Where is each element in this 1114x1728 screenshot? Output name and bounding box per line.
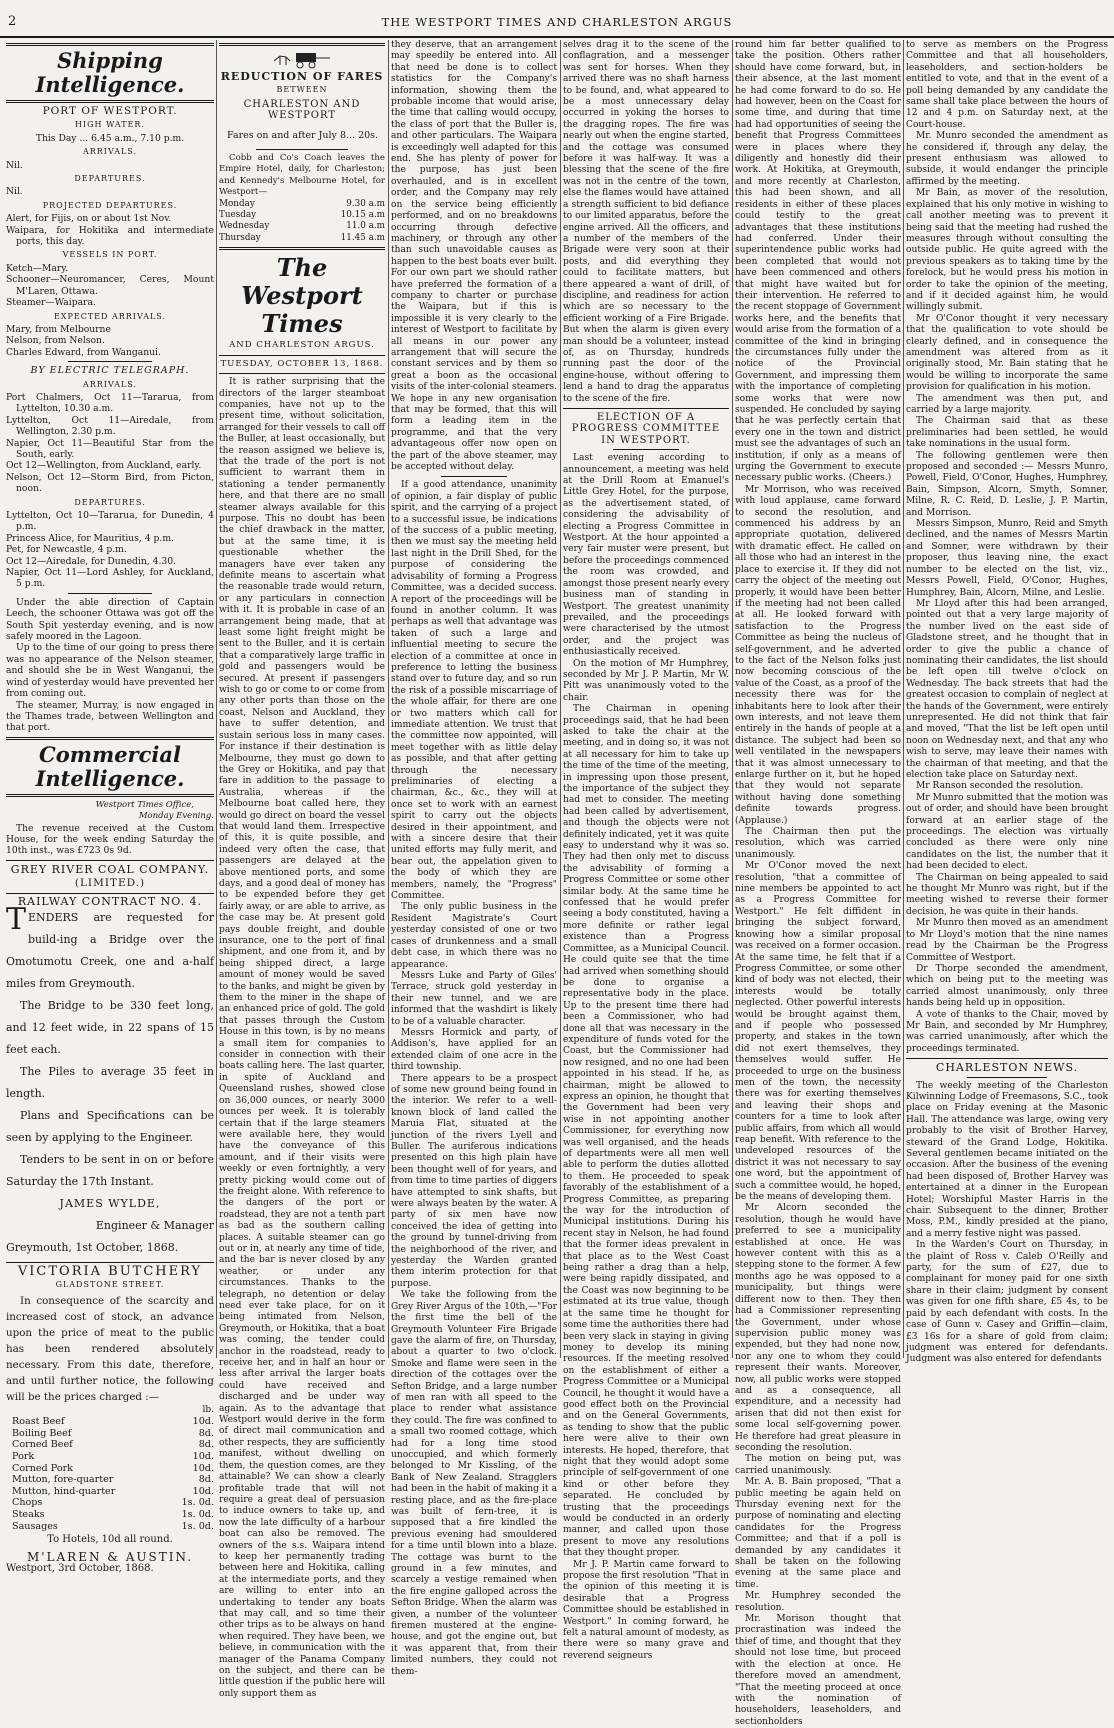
- price-value: 10d.: [192, 1416, 214, 1428]
- price-value: 10d.: [192, 1462, 214, 1474]
- masthead-sub: AND CHARLESTON ARGUS.: [229, 340, 375, 351]
- piles-spec: The Piles to average 35 feet in length.: [6, 1064, 214, 1100]
- price-item: Boiling Beef: [12, 1427, 72, 1439]
- timetable-row: [219, 210, 385, 221]
- price-row: [12, 1428, 214, 1440]
- commercial-text: The revenue received at the Custom House, for the week ending Saturday the 10th inst., was £723 0s 9d.: [6, 822, 214, 857]
- report-paragraph: Mr Bain, as mover of the resolution, explained that his only motive in wishing to call another meeting was to prevent it being said that the meeting had rushed the measures through without consulting the outside public. He quite agreed with the previous speakers as to taking time by the forelock, but he would press his motion in order to take the opinion of the meeting, and if it decided against him, he would willingly submit.: [906, 188, 1108, 313]
- price-item: Sausages: [12, 1520, 58, 1532]
- timetable-row: [219, 199, 385, 210]
- price-item: Steaks: [12, 1508, 45, 1520]
- rule: [6, 100, 214, 103]
- timetable: [219, 199, 385, 245]
- column-rule: [732, 40, 733, 1358]
- high-water-heading: HIGH WATER.: [75, 120, 145, 130]
- charleston-news-heading: CHARLESTON NEWS.: [935, 1061, 1079, 1075]
- coach-icon: [272, 49, 332, 69]
- list-item: Nelson, from Nelson.: [6, 335, 105, 347]
- report-paragraph: Mr Munro submitted that the motion was out of order, and should have been brought forward at an earlier stage of the proceedings. The election was virtually concluded as there were only nine candidates on the list, the number that it had been decided to elect.: [906, 792, 1108, 872]
- top-rule: [0, 36, 1114, 38]
- drop-cap: T: [6, 901, 27, 937]
- report-continued: round him far better qualified to take the position. Others rather should have come forward, but, in their absence, at the last moment he had come forward to do so. He had however, been on the Coast for some time, and during that time had had opportunities of seeing the benefit that Progress Committees were in places where they diligently and honestly did their work. At Hokitika, at Greymouth, and more recently at Charleston, this had been shown, and all residents in either of these places could testify to the great advantages that these institutions had conferred. Under their superintendence public works had been completed that would not have been commenced and others that might have waited but for their intervention. He referred to the recent stoppage of Government works here, and the benefits that would arise from the formation of a committee of the kind in bringing the circumstances fully under the notice of the Provincial Government, and impressing them with the importance of completing some works that were now suspended. He concluded by saying that he was perfectly certain that every one in the town and district must see the advantages of such an institution, if only as a means of urging the Government to execute necessary public works. (Cheers.): [735, 40, 901, 484]
- company-heading: GREY RIVER COAL COMPANY.: [10, 862, 210, 876]
- report-paragraph: Mr. Humphrey seconded the resolution.: [735, 1591, 901, 1613]
- report-paragraph: Mr Morrison, who was received with loud applause, came forward to second the resolution, and commenced his address by an appropriate quotation, delivered with dramatic effect. He called on all those who had an interest in the place to exercise it. If they did not carry the object of the meeting out properly, it would have been better if the meeting had not been called at all. He looked forward with satisfaction to the Progress Committee as being the nucleus of self-government, and he adverted to the fact of the Nelson folks just now becoming conscious of the value of the Coast, as a proof of the necessity there was for the inhabitants here to look after their own interests, and not leave them entirely in the hands of people at a distance. The subject had been so well ventilated in the newspapers that it was almost unnecessary to enlarge further on it, but he hoped that they would not separate without having done something definite towards progress. (Applause.): [735, 484, 901, 826]
- fares-title: REDUCTION OF FARES: [220, 70, 384, 83]
- rule: [441, 476, 507, 477]
- price-row: [12, 1509, 214, 1521]
- tel-arrivals-heading: ARRIVALS.: [82, 379, 138, 389]
- report-paragraph: The Chairman in opening proceedings said, that he had been asked to take the chair at the meeting, and in doing so, it was not at all necessary for him to take up the time of the time of the meeting, in impressing upon those present, the importance of the subject they had met to consider. The meeting had been called by advertisement, and though the objects were not definitely indicated, yet it was quite easy to understand why it was so. They had then only met to discuss the advisability of forming a Progress Committee or some other similar body. At the same time he confessed that he would prefer seeing a body constituted, having a more definite or rather legal existence than a Progress Committee, as a Municipal Council. He could quite see that the time had arrived when something should be done to organise a representative body in the place. Up to the present time there had been a Commissioner, who had done all that was necessary in the expenditure of funds voted for the Coast, but the Commissioner had now resigned, and no one had been appointed in his stead. If he, as chairman, might be allowed to express an opinion, he thought that the Government had been very wise in not appointing another Commissioner, for everything now was well organised, and the heads of departments were all men well able to perform the duties allotted to them. He proceeded to speak favorably of the establishment of a Progress Committee, as preparing the way for the introduction of Municipal institutions. During his recent stay in Nelson, he had found that the former ideas prevalent in that place as to the West Coast being rather a drag than a help, were being rapidly dissipated, and the Coast was now beginning to be estimated at its true value, though at the same time he thought for some time the authorities there had been very slack in staying in giving money to develop its mining resources. If the meeting resolved on the establishment of either a Progress Committee or a Municipal Council, he thought it would have a good effect both on the Provincial and on the General Governments, as tending to show that the public here were alive to their own interests. He hoped, therefore, that night that they would adopt some principle of self-government of one kind or other before they separated. He concluded by trusting that the proceedings would be conducted in an orderly manner, and called upon those present to move any resolutions that they thought proper.: [563, 704, 729, 1559]
- list-item: Waipara, for Hokitika and intermediate ports, this day.: [6, 224, 214, 248]
- column-rule: [903, 40, 904, 1358]
- report-paragraph: Mr Alcorn seconded the resolution, though he would have preferred to see a municipality established at once. He was however content with this as a stepping stone to the former. A few months ago he was opposed to a municipality, but things were different now to then. They then had a Commissioner representing the Government, under whose supervision public money was expended, but they had none now, nor any one to whom they could represent their wants. Moreover, now, all public works were stopped and as a consequence, all expenditure, and a necessity had arisen that did not then exist for some local self-governing power. He therefore had great pleasure in seconding the resolution.: [735, 1203, 901, 1453]
- price-row: [12, 1521, 214, 1533]
- masthead: The Westport Times: [241, 253, 363, 339]
- price-item: Chops: [12, 1497, 43, 1509]
- fares-amount: Fares on and after July 8... 20s.: [227, 129, 379, 141]
- butcher-date: Westport, 3rd October, 1868.: [6, 1562, 154, 1574]
- timetable-time: 10.15 a.m: [340, 210, 385, 221]
- report-paragraph: The amendment was then put, and carried by a large majority.: [906, 393, 1108, 415]
- list-item: Napier, Oct 11—Beautiful Star from the South, early.: [6, 437, 214, 460]
- shipping-note: Under the able direction of Captain Leech, the schooner Ottawa was got off the South Spit yesterday evening, and is now safely moored in the Lagoon.: [6, 596, 214, 643]
- timetable-time: 11.0 a.m: [346, 221, 385, 232]
- rule: [6, 794, 214, 797]
- column-4: [563, 40, 729, 1661]
- article-paragraph: Messrs Hormick and party, of Addison's, have applied for an extended claim of one acre in the third township.: [391, 1027, 557, 1073]
- vessels-heading: VESSELS IN PORT.: [62, 250, 158, 260]
- timetable-row: [219, 221, 385, 232]
- rule: [219, 355, 385, 356]
- departures: Nil.: [6, 186, 23, 198]
- list-item: Oct 12—Wellington, from Auckland, early.: [6, 460, 202, 472]
- price-value: 10d.: [192, 1485, 214, 1497]
- report-paragraph: Last evening according to announcement, a meeting was held at the Drill Room at Emanuel's Little Grey Hotel, for the purpose, as the advertisement stated, of considering the advisability of electing a Progress Committee in Westport. At the hour appointed a very fair muster were present, but before the proceedings commenced the room was crowded, and amongst those present nearly every business man of standing in Westport. The greatest unanimity prevailed, and the proceedings were characterised by the utmost order, and the project was enthusiastically received.: [563, 453, 729, 658]
- butchery-address: GLADSTONE STREET.: [55, 1280, 165, 1290]
- price-value: 1s. 0d.: [181, 1497, 214, 1509]
- rule: [967, 1077, 1048, 1078]
- list-item: Lyttelton, Oct 11—Airedale, from Wellington, 2.30 p.m.: [6, 414, 214, 438]
- shipping-title: Shipping Intelligence.: [35, 48, 185, 97]
- arrivals: Nil.: [6, 159, 23, 171]
- report-paragraph: On the motion of Mr Humphrey, seconded by Mr J. P. Martin, Mr W. Pitt was unanimously voted to the chair.: [563, 658, 729, 703]
- price-item: Mutton, hind-quarter: [12, 1485, 116, 1497]
- tenders-date: Tenders to be sent in on or before Saturday the 17th Instant.: [6, 1152, 214, 1188]
- article-continued: selves drag it to the scene of the conflagration, and a messenger was sent for horses. When they arrived there was no shaft harness to be found, and, what appeared to be a most unnecessary delay occurred in yoking the horses to the dragging ropes. The fire was nearly out when the engine started, and the cottage was consumed before it was half-way. It was a blessing that the scene of the fire was not in the centre of the town, else the flames would have attained a strength sufficient to bid defiance to our limited apparatus, before the engine arrived. All the officers, and a number of the members of the Brigade were very soon at their posts, and did everything they could to facilitate matters, but there appeared a want of drill, of discipline, and readiness for action which are so necessary to the efficient working of a Fire Brigade. But when the alarm is given every man should be a volunteer, instead of, as on Thursday, hundreds running past the door of the engine-house, without offering to lend a hand to drag the apparatus to the scene of the fire.: [563, 40, 729, 404]
- tender-text: ENDERS are requested for build-ing a Bridge over the Omotumotu Creek, one and a-half miles from Greymouth.: [6, 910, 214, 990]
- list-item: Schooner—Neuromancer, Ceres, Mount M'Laren, Ottawa.: [6, 274, 214, 297]
- departures-heading: DEPARTURES.: [74, 174, 146, 184]
- list-item: Steamer—Waipara.: [6, 297, 96, 309]
- high-water: This Day ... 6.45 a.m., 7.10 p.m.: [35, 132, 185, 144]
- column-6: [906, 40, 1108, 1365]
- list-item: Oct 12—Airedale, for Dunedin, 4.30.: [6, 555, 176, 567]
- shipping-note: Up to the time of our going to press there was no appearance of the Nelson steamer, and should she be in West Wanganui, the wind of yesterday would have prevented her from coming out.: [6, 642, 214, 700]
- price-row: [12, 1439, 214, 1451]
- report-paragraph: Mr J. P. Martin came forward to propose the first resolution "That in the opinion of this meeting it is desirable that a Progress Committee should be established in Westport." In coming forward, he felt a natural amount of modesty, as there were so many grave and reverend seigneurs: [563, 1559, 729, 1661]
- election-heading: ELECTION OF A PROGRESS COMMITTEE IN WESTPORT.: [571, 412, 721, 446]
- report-paragraph: Mr. Munro seconded the amendment as he considered if, through any delay, the present enthusiasm was allowed to subside, it would endanger the principle affirmed by the meeting.: [906, 131, 1108, 187]
- rule: [256, 149, 347, 150]
- report-paragraph: Mr Munro then moved as an amendment to Mr Lloyd's motion that the nine names read by the Chairman be the Progress Committee of Westport.: [906, 918, 1108, 963]
- column-2: [219, 40, 385, 1699]
- report-paragraph: The following gentlemen were then proposed and seconded :— Messrs Munro, Powell, Field, O'Conor, Hughes, Humphrey, Bain, Simpson, Alcorn, Smyth, Somner, Milne, R. C. Reid, D. Leslie, J. P. Martin, and Morrison.: [906, 450, 1108, 518]
- price-row: [12, 1474, 214, 1486]
- news-paragraph: In the Warden's Court on Thursday, in the plaint of Ross v. Caleb O'Reilly and party, for the sum of £27, due to complainant for money paid for one sixth share in their claim; judgment by consent was given for one fifth share, £5 4s, to be paid by each defendant with costs. In the case of Gunn v. Casey and Griffin—claim, £3 16s for a share of gold from claim; judgment was entered for defendants. Judgment was also entered for defendants: [906, 1240, 1108, 1365]
- rule: [68, 593, 151, 594]
- list-item: Alert, for Fijis, on or about 1st Nov.: [6, 213, 172, 225]
- report-paragraph: Mr. Morison thought that procrastination was indeed the thief of time, and thought that they should not lose time, but proceed with the election at once. He therefore moved an amendment, "That the meeting proceed at once with the nomination of householders, leaseholders, and sectionholders: [735, 1614, 901, 1727]
- hotels-note: To Hotels, 10d all round.: [47, 1534, 173, 1546]
- fares-route: CHARLESTON AND WESTPORT: [243, 98, 361, 122]
- list-item: Princess Alice, for Mauritius, 4 p.m.: [6, 532, 174, 544]
- rule: [906, 1058, 1108, 1059]
- editorial-continued: they deserve, that an arrangement may speedily be entered into. All that need be done is to collect statistics for the Company's information, showing them the probable income that would arise, the time that calling would occupy, the class of port that the Buller is, and other particulars. The Waipara is exceedingly well adapted for this end. She has plenty of power for the purpose, has just been overhauled, and is in excellent order, and the Company may rely on the service being efficiently performed, and on no breakdowns occurring through defective machinery, or through any other than such unavoidable causes as happen to the best boats ever built. For our own part we should rather have preferred the formation of a company to charter or purchase the Waipara, but if this is impossible it is very clearly to the interest of Westport to facilitate by all means in our power any arrangement that will secure the constant services and by them so great a boon as the occasional visits of the inter-colonial steamers. We hope in any new organisation that may be formed, that this will form a leading item in the programme, and that the very advantageous offer now open on the part of the above steamer, may be accepted without delay.: [391, 40, 557, 473]
- price-row: [12, 1497, 214, 1509]
- price-list: [6, 1416, 214, 1532]
- price-item: Pork: [12, 1450, 35, 1462]
- price-value: 1s. 0d.: [181, 1508, 214, 1520]
- report-paragraph: Dr Thorpe seconded the amendment, which on being put to the meeting was carried almost unanimously, only three hands being held up in opposition.: [906, 963, 1108, 1009]
- notice-date: Greymouth, 1st October, 1868.: [6, 1240, 179, 1254]
- plans-note: Plans and Specifications can be seen by applying to the Engineer.: [6, 1108, 214, 1144]
- commercial-office: Westport Times Office,: [95, 799, 194, 810]
- report-paragraph: Mr O'Conor moved the next resolution, "that a committee of nine members be appointed to act as a Progress Committee for Westport." He felt diffident in bringing the subject forward, knowing how a similar proposal was received on a former occasion. At the same time, he felt that if a Progress Committee, or some other kind of body was not elected, their interests would be totally neglected. Other powerful interests would be brought against them, and if people who possessed property, and stakes in the town did not exert themselves, they themselves would suffer. He proceeded to urge on the business men of the town, the necessity there was for exerting themselves and leaving their shops and counters for a time to look after public affairs, from which all would reap benefit. With reference to the undeveloped resources of the district it was not necessary to say one word, but the appointment of such a committee would, he hoped, be the means of developing them.: [735, 861, 901, 1203]
- list-item: Pet, for Newcastle, 4 p.m.: [6, 544, 127, 556]
- commercial-title: Commercial Intelligence.: [35, 741, 185, 791]
- list-item: Lyttelton, Oct 10—Tararua, for Dunedin, 4 p.m.: [6, 510, 214, 533]
- list-item: Port Chalmers, Oct 11—Tararua, from Lyttelton, 10.30 a.m.: [6, 391, 214, 415]
- price-row: [12, 1416, 214, 1428]
- rule: [68, 361, 151, 362]
- projected-heading: PROJECTED DEPARTURES.: [42, 200, 178, 210]
- report-paragraph: Messrs Simpson, Munro, Reid and Smyth declined, and the names of Messrs Martin and Somner, were withdrawn by their proposer, thus leaving nine, the exact number to be elected on the list, viz., Messrs Powell, Field, O'Conor, Hughes, Humphrey, Bain, Alcorn, Milne, and Leslie.: [906, 519, 1108, 598]
- arrivals-heading: ARRIVALS.: [82, 147, 138, 157]
- rule: [6, 737, 214, 740]
- rule: [6, 43, 214, 46]
- issue-date: TUESDAY, OCTOBER 13, 1868.: [220, 358, 384, 369]
- column-3: [391, 40, 557, 1677]
- shipping-note: The steamer, Murray, is now engaged in the Thames trade, between Wellington and that port.: [6, 699, 214, 734]
- list-item: Charles Edward, from Wanganui.: [6, 346, 161, 358]
- butchery-heading: VICTORIA BUTCHERY: [17, 1263, 203, 1279]
- running-title: THE WESTPORT TIMES AND CHARLESTON ARGUS: [381, 15, 733, 29]
- price-value: 8d.: [198, 1439, 214, 1451]
- butcher-name: M'LAREN & AUSTIN.: [26, 1549, 194, 1564]
- price-item: Roast Beef: [12, 1416, 65, 1428]
- price-value: 8d.: [198, 1427, 214, 1439]
- rule: [6, 1262, 214, 1263]
- list-item: Mary, from Melbourne: [6, 323, 111, 335]
- fares-between: BETWEEN: [276, 85, 328, 95]
- telegraph-heading: BY ELECTRIC TELEGRAPH.: [30, 365, 190, 377]
- price-value: 8d.: [198, 1474, 214, 1486]
- report-paragraph: Mr. A. B. Bain proposed, "That a public meeting be again held on Thursday evening next for the purpose of nominating and electing candidates for the Progress Committee; and that if a poll is demanded by any candidates it shall be taken on the following evening at the same place and time.: [735, 1477, 901, 1590]
- report-paragraph: Mr Lloyd after this had been arranged, pointed out that a very large majority of the number lived on the east side of Gladstone street, and he thought that in order to give the public a chance of nominating their candidates, the list should be left open till twelve o'clock on Wednesday. The back streets that had the greatest occasion to complain of neglect at the hands of the Government, were entirely unrepresented. He did not think that fair and moved, "That the list be left open until noon on Wednesday next, and that any who wish to serve, may leave their names with the chairman of that meeting, and that the election take place on Saturday next.: [906, 598, 1108, 780]
- column-rule: [388, 40, 389, 1358]
- report-paragraph: The Chairman said that as these preliminaries had been settled, he would take nominations in the usual form.: [906, 416, 1108, 450]
- bridge-spec: The Bridge to be 330 feet long, and 12 feet wide, in 22 spans of 15 feet each.: [6, 998, 214, 1056]
- contract-heading: RAILWAY CONTRACT NO. 4.: [6, 893, 214, 907]
- timetable-day: Tuesday: [219, 210, 257, 221]
- list-item: Ketch—Mary.: [6, 262, 69, 274]
- rule: [613, 449, 679, 450]
- article-paragraph: The only public business in the Resident Magistrate's Court yesterday consisted of one or two cases of drunkenness and a small debt case, in which there was no appearance.: [391, 902, 557, 970]
- company-limited: (LIMITED.): [74, 877, 146, 890]
- price-row: [12, 1463, 214, 1475]
- signatory-title: Engineer & Manager: [95, 1218, 214, 1232]
- list-item: Nelson, Oct 12—Storm Bird, from Picton, noon.: [6, 471, 214, 495]
- report-continued: to serve as members on the Progress Committee and that all householders, leaseholders, and section-holders be entitled to vote, and that in the event of a poll being demanded by any candidate the same shall take place between the hours of 12 and 4 p.m. on Saturday next, at the Court-house.: [906, 40, 1108, 130]
- timetable-time: 9.30 a.m: [346, 198, 385, 209]
- rule: [6, 860, 214, 861]
- editorial: It is rather surprising that the directors of the larger steamboat companies, have not up to the present time, without solicitation, arranged for their vessels to call off the Buller, at least occasionally, but the reason assigned we believe is, that the trade of the port is not sufficient to warrant them in stationing a tender permanently here, and that there are no small steamer always available for this purpose. This no doubt has been the chief drawback in the matter, but at the same time, it is questionable whether the managers have ever taken any definite means to ascertain what the reasonable trade would return, or any particulars in connection with it. It is probable in case of an arrangement being made, that at least some light freight might be sent to the Buller, and it is certain that a comparatively large traffic in gold and passengers would be secured. At present if passengers wish to go or come to or come from any other ports than those on the coast, Nelson and Auckland, they have to suffer detention, and sustain serious loss in many cases. For instance if their destination is Melbourne, they must go down to the Grey or Hokitika, and pay that fare in addition to the passage to Australia, whereas if the Melbourne boat called here, they would go direct on board the vessel that would land them. Irrespective of this, it is quite possible, and indeed very often the case, that passengers are delayed at the above mentioned ports, and some days, and a good deal of money has to be expended before they get fairly away, or are able to arrive, as the case may be. At present gold pays double freight, and double insurance, one to the port of final shipment, and one from it, and by being shipped direct, a large amount of money would be saved to the banks, and might be given by them to the miner in the shape of an enhanced price of gold. The gold that passes through the Custom House in this town, is by no means a small item for companies to consider in connection with their boats calling here. The last quarter, in spite of Auckland and Queensland rushes, showed close on 36,000 ounces, or nearly 3000 ounces per week. It is tolerably certain that if the large steamers were available here, they would have the conveyance of this amount, and if their visits were weekly or even fortnightly, a very pretty picking would come out of the freight alone. With reference to the dangers of the port or roadstead, they are not a tenth part as bad as the southern calling places. A suitable steamer can go out or in, at nearly any time of tide, and the bar is never closed by any weather, or under any circumstances. Thanks to the telegraph, no detention or delay need ever take place, for on it being intimated from Nelson, Greymouth, or Hokitika, that a boat was coming, the tender could anchor in the roadstead, ready to receive her, and in half an hour or less after arrival the larger boats could have received and discharged and be under way again. As to the advantage that Westport would derive in the form of direct mail communication and other respects, they are sufficiently manifest, without dwelling on them, the question comes, are they attainable? We can show a clearly profitable trade that will not require a great deal of persuasion to induce owners to take up, and now the late difficulty of a harbour boat can also be removed. The owners of the s.s. Waipara intend to keep her permanently trading between here and Hokitika, calling at the intermediate ports, and they are willing to enter into an undertaking to tender any boats that may call, and so time their other trips as to be always on hand when required. They have been, we believe, in communication with the manager of the Panama Company on the subject, and there can be little question if the public here will only support them as: [219, 377, 385, 1699]
- tel-departures-heading: DEPARTURES.: [74, 497, 146, 507]
- running-head: [0, 12, 1114, 34]
- report-paragraph: The motion on being put, was carried unanimously.: [735, 1454, 901, 1476]
- timetable-day: Wednesday: [219, 221, 270, 232]
- price-value: 1s. 0d.: [181, 1520, 214, 1532]
- coach-text: Cobb and Co's Coach leaves the Empire Hotel, daily, for Charleston; and Kennedy's Melbourne Hotel, for Westport—: [219, 153, 385, 198]
- report-paragraph: The Chairman on being appealed to said he thought Mr Munro was right, but if the meeting wished to reverse their former decision, he was quite in their hands.: [906, 872, 1108, 917]
- rule: [219, 247, 385, 250]
- price-unit: lb.: [202, 1404, 214, 1415]
- signatory: JAMES WYLDE,: [59, 1196, 161, 1210]
- report-paragraph: Mr O'Conor thought it very necessary that the qualification to vote should be clearly defined, and in consequence the amendment was altered from as it originally stood, Mr. Bain stating that he would be willing to incorporate the same provision for qualification in his motion.: [906, 313, 1108, 393]
- expected-heading: EXPECTED ARRIVALS.: [53, 311, 167, 321]
- column-5: [735, 40, 901, 1727]
- article-paragraph: There appears to be a prospect of some new ground being found in the interior. We refer to a well-known block of land called the Maruia Flat, situated at the junction of the rivers Lyell and Buller. The auriferous indications presented on this high plain have been thought well of for years, and from time to time parties of diggers have attempted to sink shafts, but were always beaten by the water. A party of six men have now conceived the idea of getting into the ground by tunnel-driving from the neighborhood of the river, and yesterday the Warden granted them interim protection for that purpose.: [391, 1073, 557, 1289]
- price-item: Corned Beef: [12, 1439, 73, 1451]
- timetable-day: Monday: [219, 198, 255, 209]
- list-item: Napier, Oct 11—Lord Ashley, for Auckland, 5 p.m.: [6, 567, 214, 590]
- port-heading: PORT OF WESTPORT.: [42, 105, 178, 117]
- price-value: 10d.: [192, 1450, 214, 1462]
- column-1: [6, 40, 214, 1574]
- article-paragraph: We take the following from the Grey River Argus of the 10th,—"For the first time the bell of the Greymouth Volunteer Fire Brigade gave the alarm of fire, on Thursday, about a quarter to two o'clock. Smoke and flame were seen in the direction of the cottages over the Sefton Bridge, and a large number of men ran with all speed to the place to render what assistance they could. The fire was confined to a small two roomed cottage, which had for a long time stood unoccupied, and which formerly belonged to Mr Kissling, of the Bank of New Zealand. Stragglers had been in the habit of making it a resting place, and as the fire-place was built of fern-tree, it is supposed that a fire kindled the previous evening had smouldered for a time until blown into a blaze. The cottage was burnt to the ground in a few minutes, and scarcely a vestige remained when the fire engine galloped across the Sefton Bridge. When the alarm was given, a number of the volunteer firemen mustered at the engine-house, and got the engine out, but it was apparent that, from their limited numbers, they could not them-: [391, 1290, 557, 1677]
- rule: [219, 43, 385, 46]
- timetable-time: 11.45 a.m: [340, 232, 385, 243]
- article-paragraph: If a good attendance, unanimity of opinion, a fair display of public spirit, and the carrying of a project to a successful issue, be indications of the success of a public meeting, then we must say the meeting held last night in the Drill Shed, for the purpose of considering the advisability of forming a Progress Committee, was a decided success. A report of the proceedings will be found in another column. It was perhaps as well that advantage was taken of such a large and influential meeting to secure the election of a committee at once in preference to letting the business stand over to future day, and so run the risk of a possible miscarriage of the whole affair, for there are one or two matters which call for immediate attention. We trust that the committee now appointed, will meet together with as little delay as possible, and that after getting through the necessary preliminaries of electing a chairman, &c., &c., they will at once set to work with an earnest spirit to carry out the objects desired in their appointment, and with a sincere desire that their united efforts may fully merit, and bear out, the appelation given to the body of which they are members, namely, the "Progress" Committee.: [391, 480, 557, 902]
- column-rule: [560, 40, 561, 1358]
- rule: [219, 373, 385, 374]
- news-paragraph: The weekly meeting of the Charleston Kilwinning Lodge of Freemasons, S.C., took place on Friday evening at the Masonic Hall. The attendance was large, owing very probably to the visit of Brother Harvey, steward of the Grand Lodge, Hokitika. Several gentlemen became initiated on the occasion. After the business of the evening had been disposed of, Brother Harvey was entertained at a dinner in the European Hotel; Worshipful Master Harris in the chair. Subsequent to the dinner, Brother Moss, P.M., kindly presided at the piano, and a merry festive night was passed.: [906, 1080, 1108, 1239]
- article-paragraph: Messrs Luke and Party of Giles' Terrace, struck gold yesterday in their new tunnel, and we are informed that the washdirt is likely to be of a valuable character.: [391, 970, 557, 1027]
- commercial-date: Monday Evening.: [138, 811, 214, 822]
- report-paragraph: Mr Ranson seconded the resolution.: [916, 781, 1084, 792]
- price-item: Mutton, fore-quarter: [12, 1474, 114, 1486]
- report-paragraph: The Chairman then put the resolution, which was carried unanimously.: [735, 827, 901, 860]
- timetable-row: [219, 233, 385, 244]
- butchery-text: In consequence of the scarcity and increased cost of stock, an advance upon the price of meat to the public has been rendered absolutely necessary. From this date, therefore, and until further notice, the following will be the prices charged :—: [6, 1294, 214, 1403]
- column-rule: [216, 40, 217, 1358]
- price-item: Corned Pork: [12, 1462, 73, 1474]
- rule: [563, 408, 729, 409]
- page-number: 2: [8, 14, 17, 29]
- price-row: [12, 1451, 214, 1463]
- report-paragraph: A vote of thanks to the Chair, moved by Mr Bain, and seconded by Mr Humphrey, was carried unanimously, after which the proceedings terminated.: [906, 1009, 1108, 1054]
- price-row: [12, 1486, 214, 1498]
- timetable-day: Thursday: [219, 232, 261, 243]
